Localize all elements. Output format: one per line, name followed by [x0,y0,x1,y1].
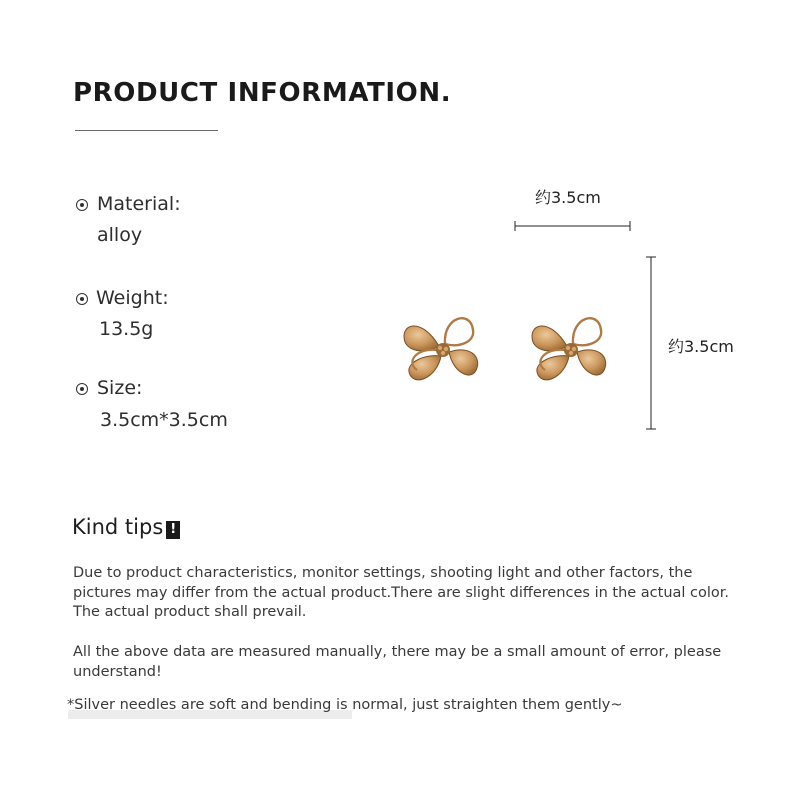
spec-label: Weight: [96,287,169,309]
bullet-icon [76,293,88,305]
spec-value: 3.5cm*3.5cm [100,409,228,431]
height-dimension-label: 约3.5cm [668,337,734,356]
tips-paragraph-measurement: All the above data are measured manually, there may be a small amount of error, please understand! [73,644,722,680]
spec-value: 13.5g [99,318,154,340]
tips-paragraph-disclaimer: Due to product characteristics, monitor settings, shooting light and other factors, the pictures may differ from the actual product.There are slight differences in the actual color. The actual product shall prevail. [73,565,730,620]
flower-earrings-image [398,300,628,400]
width-dimension-label: 约3.5cm [535,188,601,207]
kind-tips-heading [72,515,180,539]
page-title: PRODUCT INFORMATION. [73,78,452,108]
width-dimension-line [510,219,635,233]
exclamation-icon: ! [166,521,180,539]
bullet-icon [76,199,88,211]
needle-note: *Silver needles are soft and bending is normal, just straighten them gently~ [67,697,623,713]
height-dimension-line [643,253,659,435]
bullet-icon [76,383,88,395]
spec-label: Material: [97,193,181,215]
kind-tips-label: Kind tips [72,515,164,539]
spec-value: alloy [97,224,143,246]
spec-label: Size: [97,377,143,399]
title-underline [75,130,218,131]
